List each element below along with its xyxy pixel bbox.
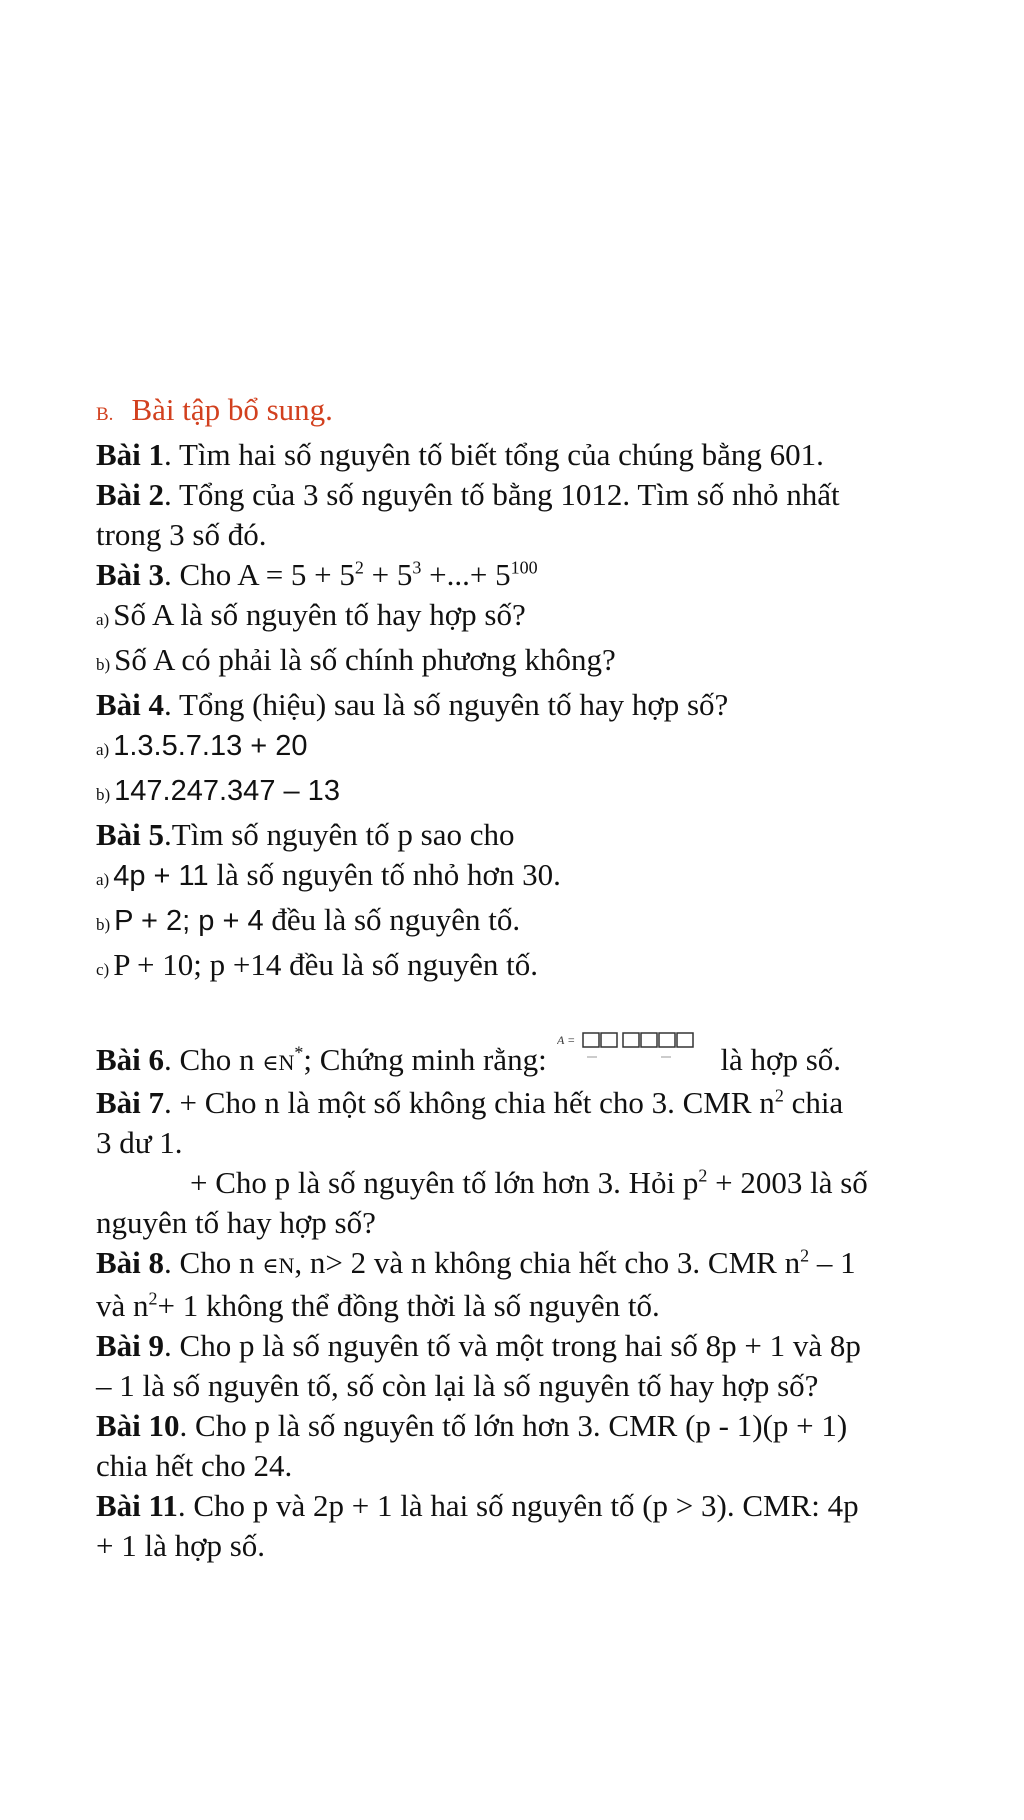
exercise-text: nguyên tố hay hợp số? [96, 1205, 376, 1240]
exercise-label: Bài 9 [96, 1328, 165, 1363]
exercise-text: là số nguyên tố nhỏ hơn 30. [208, 857, 561, 892]
exercise-text: – 1 [809, 1245, 856, 1280]
exercise-text: 3 dư 1. [96, 1125, 183, 1160]
svg-text:A =: A = [556, 1033, 575, 1047]
exercise-text: Số A là số nguyên tố hay hợp số? [113, 597, 526, 632]
exercise-3a [96, 595, 964, 640]
star-superscript: * [294, 1042, 304, 1063]
sub-label: a) [96, 740, 110, 759]
exercise-text: . Tổng (hiệu) sau là số nguyên tố hay hợp số? [164, 687, 729, 722]
formula-A: $A = 5 + 5^2 + 5^3$ +...+ $5^{100}$ [237, 557, 538, 592]
exercise-6 [96, 1030, 964, 1083]
exercise-text: + Cho p là số nguyên tố lớn hơn 3. Hỏi p [190, 1165, 699, 1200]
exercise-label: Bài 10 [96, 1408, 180, 1443]
exercise-5 [96, 815, 964, 855]
exercise-text: . Cho n [164, 1042, 263, 1077]
exercise-9-cont [96, 1366, 964, 1406]
section-letter: B. [96, 404, 114, 425]
exercise-text: ; Chứng minh rằng: [303, 1042, 547, 1077]
exercise-label: Bài 4 [96, 687, 165, 722]
exercise-10 [96, 1406, 964, 1446]
exercise-4a [96, 725, 964, 770]
exercise-text: . + Cho n là một số không chia hết cho 3. CMR n [164, 1085, 775, 1120]
exercise-4b [96, 770, 964, 815]
exercise-3b [96, 640, 964, 685]
set-symbol: ∈N [262, 1253, 295, 1278]
exercise-label: Bài 8 [96, 1245, 165, 1280]
sub-label: a) [96, 610, 110, 629]
exercise-text: chia hết cho 24. [96, 1448, 293, 1483]
exercise-text: P + 10; p +14 đều là số nguyên tố. [113, 947, 538, 982]
exercise-5a [96, 855, 964, 900]
exercise-8-cont [96, 1286, 964, 1326]
math-expression: 4p + 11 [113, 860, 209, 892]
exercise-7-cont [96, 1123, 964, 1163]
exercise-text: . Cho p và 2p + 1 là hai số nguyên tố (p > 3). CMR: 4p [177, 1488, 859, 1523]
exercise-label: Bài 6 [96, 1042, 165, 1077]
math-expression: P + 2; p + 4 [114, 905, 264, 937]
exercise-7-part2-cont [96, 1203, 964, 1243]
exercise-label: Bài 5 [96, 817, 165, 852]
sub-label: a) [96, 870, 110, 889]
exercise-text: trong 3 số đó. [96, 517, 267, 552]
exercise-text: là hợp số. [712, 1042, 842, 1077]
square-superscript: 2 [774, 1085, 784, 1106]
exercise-11-cont [96, 1526, 964, 1566]
exercise-text: . Tìm hai số nguyên tố biết tổng của chúng bằng 601. [164, 437, 824, 472]
formula-image [557, 1030, 707, 1074]
math-expression: 1.3.5.7.13 + 20 [113, 730, 308, 762]
exercise-text: + 1 không thể đồng thời là số nguyên tố. [157, 1288, 660, 1323]
exercise-text: .Tìm số nguyên tố p sao cho [164, 817, 515, 852]
exercise-text: . Cho [164, 557, 238, 592]
exercise-5b [96, 900, 964, 945]
section-title: Bài tập bổ sung. [131, 392, 333, 427]
exercise-7 [96, 1083, 964, 1123]
spacer [96, 990, 964, 1030]
section-heading [96, 390, 964, 435]
exercise-text: – 1 là số nguyên tố, số còn lại là số nguyên tố hay hợp số? [96, 1368, 819, 1403]
exercise-text: đều là số nguyên tố. [263, 902, 521, 937]
exercise-label: Bài 3 [96, 557, 165, 592]
sub-label: c) [96, 960, 110, 979]
sub-label: b) [96, 915, 111, 934]
exercise-text: . Cho n [164, 1245, 263, 1280]
exercise-11 [96, 1486, 964, 1526]
exercise-5c [96, 945, 964, 990]
exercise-2-cont [96, 515, 964, 555]
exercise-3 [96, 555, 964, 595]
exercise-8 [96, 1243, 964, 1286]
exercise-10-cont [96, 1446, 964, 1486]
exercise-text: , n> 2 và n không chia hết cho 3. CMR n [294, 1245, 801, 1280]
exercise-2 [96, 475, 964, 515]
exercise-4 [96, 685, 964, 725]
exercise-7-part2 [96, 1163, 964, 1203]
exercise-text: + 2003 là số [707, 1165, 868, 1200]
math-expression: 147.247.347 – 13 [114, 775, 340, 807]
exercise-label: Bài 1 [96, 437, 165, 472]
exercise-text: chia [783, 1085, 844, 1120]
exercise-text: + 1 là hợp số. [96, 1528, 266, 1563]
exercise-9 [96, 1326, 964, 1366]
sub-label: b) [96, 785, 111, 804]
exercise-text: Số A có phải là số chính phương không? [114, 642, 616, 677]
square-superscript: 2 [698, 1165, 708, 1186]
exercise-text: . Tổng của 3 số nguyên tố bằng 1012. Tìm số nhỏ nhất [164, 477, 840, 512]
exercise-label: Bài 2 [96, 477, 165, 512]
exercise-label: Bài 11 [96, 1488, 178, 1523]
exercise-text: . Cho p là số nguyên tố lớn hơn 3. CMR (p - 1)(p + 1) [179, 1408, 848, 1443]
square-superscript: 2 [800, 1245, 810, 1266]
set-symbol: ∈N [262, 1050, 295, 1075]
exercise-1 [96, 435, 964, 475]
exercise-list [96, 390, 964, 1566]
exercise-label: Bài 7 [96, 1085, 165, 1120]
exercise-text: và n [96, 1288, 149, 1323]
exercise-text: . Cho p là số nguyên tố và một trong hai số 8p + 1 và 8p [164, 1328, 861, 1363]
sub-label: b) [96, 655, 111, 674]
square-superscript: 2 [148, 1288, 158, 1309]
